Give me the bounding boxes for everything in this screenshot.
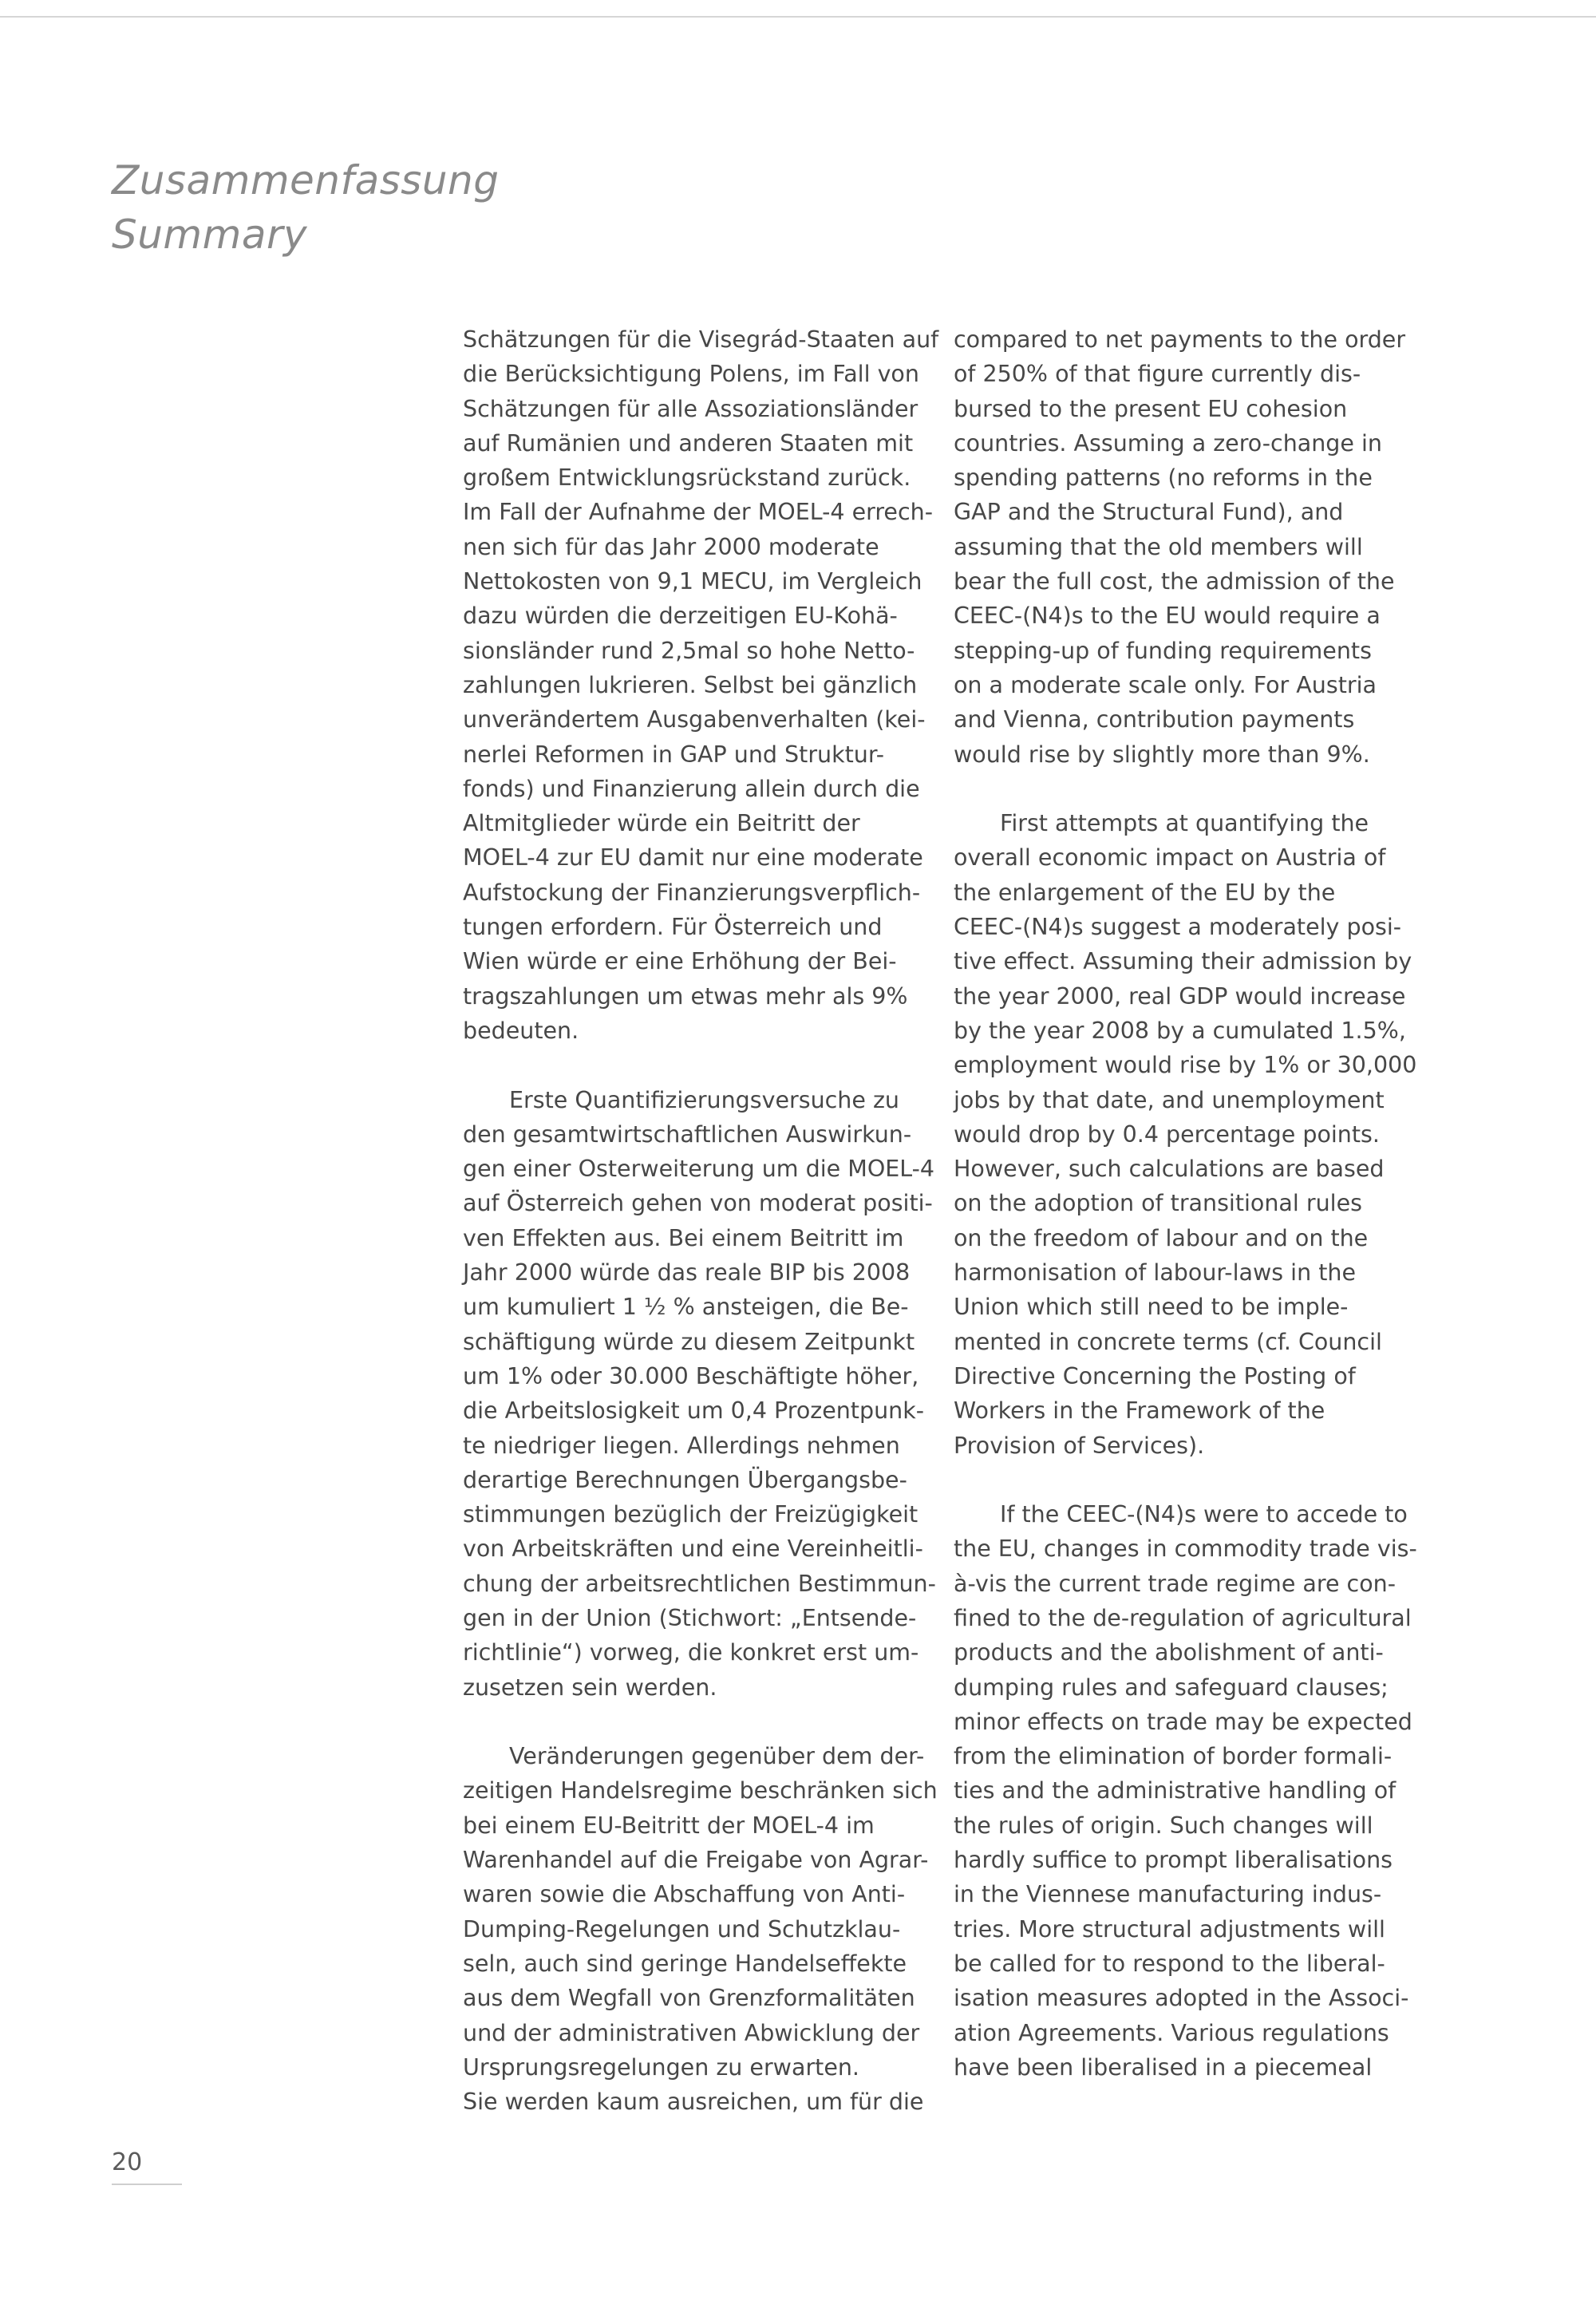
- text-line: gen einer Osterweiterung um die MOEL-4: [463, 1156, 935, 1183]
- top-rule: [0, 16, 1596, 18]
- paragraph-gap: [463, 1705, 982, 1739]
- text-line: nerlei Reformen in GAP und Struktur-: [463, 741, 885, 768]
- text-line: would rise by slightly more than 9%.: [954, 741, 1370, 768]
- text-line: fonds) und Finanzierung allein durch die: [463, 775, 920, 802]
- text-line: bedeuten.: [463, 1017, 579, 1044]
- text-line: have been liberalised in a piecemeal: [954, 2053, 1373, 2081]
- text-line: Warenhandel auf die Freigabe von Agrar-: [463, 1847, 929, 1874]
- text-line: and Vienna, contribution payments: [954, 706, 1355, 733]
- text-line: waren sowie die Abschaffung von Anti-: [463, 1881, 906, 1908]
- english-text-column: [954, 322, 1472, 2085]
- text-line: Workers in the Framework of the: [954, 1397, 1325, 1425]
- text-line: the rules of origin. Such changes will: [954, 1812, 1373, 1839]
- text-line: te niedriger liegen. Allerdings nehmen: [463, 1432, 900, 1459]
- text-line: tungen erfordern. Für Österreich und: [463, 914, 883, 941]
- text-line: CEEC-(N4)s to the EU would require a: [954, 603, 1381, 630]
- paragraph: [463, 1083, 982, 1705]
- text-line: on the freedom of labour and on the: [954, 1224, 1369, 1251]
- text-line: unverändertem Ausgabenverhalten (kei-: [463, 706, 926, 733]
- text-line: bei einem EU-Beitritt der MOEL-4 im: [463, 1812, 875, 1839]
- text-line: First attempts at quantifying the: [1000, 810, 1369, 837]
- text-line: by the year 2008 by a cumulated 1.5%,: [954, 1017, 1406, 1044]
- paragraph-gap: [954, 1463, 1472, 1497]
- text-line: dumping rules and safeguard clauses;: [954, 1674, 1389, 1701]
- text-line: Schätzungen für alle Assoziationsländer: [463, 395, 918, 422]
- section-title: [112, 153, 499, 262]
- text-line: um 1% oder 30.000 Beschäftigte höher,: [463, 1362, 919, 1389]
- text-line: aus dem Wegfall von Grenzformalitäten: [463, 1985, 915, 2012]
- text-line: gen in der Union (Stichwort: „Entsende-: [463, 1604, 917, 1631]
- text-line: compared to net payments to the order: [954, 326, 1406, 353]
- text-line: If the CEEC-(N4)s were to accede to: [1000, 1501, 1408, 1528]
- text-line: products and the abolishment of anti-: [954, 1639, 1384, 1666]
- text-line: tries. More structural adjustments will: [954, 1915, 1385, 1943]
- text-line: chung der arbeitsrechtlichen Bestimmun-: [463, 1570, 936, 1597]
- paragraph-gap: [463, 1048, 982, 1082]
- paragraph: [463, 322, 982, 1048]
- text-line: Erste Quantifizierungsversuche zu: [509, 1086, 899, 1113]
- text-line: bursed to the present EU cohesion: [954, 395, 1348, 422]
- text-line: mented in concrete terms (cf. Council: [954, 1328, 1382, 1355]
- text-line: Dumping-Regelungen und Schutzklau-: [463, 1915, 901, 1943]
- text-line: stepping-up of funding requirements: [954, 637, 1372, 664]
- text-line: Union which still need to be imple-: [954, 1294, 1349, 1321]
- text-line: hardly suffice to prompt liberalisations: [954, 1847, 1393, 1874]
- text-line: von Arbeitskräften und eine Vereinheitli-: [463, 1535, 923, 1563]
- text-line: Sie werden kaum ausreichen, um für die: [463, 2089, 924, 2116]
- text-line: fined to the de-regulation of agricultural: [954, 1604, 1412, 1631]
- paragraph: [463, 1739, 982, 2119]
- text-line: CEEC-(N4)s suggest a moderately posi-: [954, 914, 1402, 941]
- text-line: seln, auch sind geringe Handelseffekte: [463, 1950, 907, 1977]
- text-line: minor effects on trade may be expected: [954, 1708, 1412, 1735]
- text-line: on a moderate scale only. For Austria: [954, 671, 1377, 698]
- text-line: schäftigung würde zu diesem Zeitpunkt: [463, 1328, 915, 1355]
- text-line: ation Agreements. Various regulations: [954, 2019, 1389, 2046]
- text-line: Nettokosten von 9,1 MECU, im Vergleich: [463, 568, 922, 595]
- text-line: harmonisation of labour-laws in the: [954, 1259, 1356, 1286]
- paragraph: [954, 806, 1472, 1463]
- paragraph: [954, 322, 1472, 772]
- text-line: Ursprungsregelungen zu erwarten.: [463, 2053, 859, 2081]
- text-line: zusetzen sein werden.: [463, 1674, 717, 1701]
- title-english: Summary: [112, 211, 308, 258]
- text-line: from the elimination of border formali-: [954, 1743, 1393, 1770]
- text-line: on the adoption of transitional rules: [954, 1190, 1362, 1217]
- text-line: GAP and the Structural Fund), and: [954, 499, 1344, 526]
- text-line: die Arbeitslosigkeit um 0,4 Prozentpunk-: [463, 1397, 924, 1425]
- text-line: ven Effekten aus. Bei einem Beitritt im: [463, 1224, 904, 1251]
- text-line: Provision of Services).: [954, 1432, 1205, 1459]
- text-line: großem Entwicklungsrückstand zurück.: [463, 464, 911, 492]
- paragraph-gap: [954, 772, 1472, 806]
- text-line: jobs by that date, and unemployment: [954, 1086, 1385, 1113]
- text-line: um kumuliert 1 ½ % ansteigen, die Be-: [463, 1294, 909, 1321]
- text-line: Aufstockung der Finanzierungsverpflich-: [463, 879, 921, 906]
- text-line: of 250% of that figure currently dis-: [954, 361, 1361, 388]
- text-line: be called for to respond to the liberal-: [954, 1950, 1385, 1977]
- page-number-rule: [112, 2184, 182, 2185]
- text-line: derartige Berechnungen Übergangsbe-: [463, 1466, 907, 1493]
- text-line: sionsländer rund 2,5mal so hohe Netto-: [463, 637, 915, 664]
- text-line: zeitigen Handelsregime beschränken sich: [463, 1777, 938, 1804]
- text-line: Veränderungen gegenüber dem der-: [509, 1743, 925, 1770]
- text-line: richtlinie“) vorweg, die konkret erst um-: [463, 1639, 919, 1666]
- text-line: overall economic impact on Austria of: [954, 844, 1386, 871]
- text-line: MOEL-4 zur EU damit nur eine moderate: [463, 844, 923, 871]
- text-line: zahlungen lukrieren. Selbst bei gänzlich: [463, 671, 918, 698]
- text-line: stimmungen bezüglich der Freizügigkeit: [463, 1501, 918, 1528]
- page-number: 20: [112, 2148, 143, 2176]
- text-line: in the Viennese manufacturing indus-: [954, 1881, 1382, 1908]
- text-line: Im Fall der Aufnahme der MOEL-4 errech-: [463, 499, 933, 526]
- text-line: However, such calculations are based: [954, 1156, 1385, 1183]
- text-line: would drop by 0.4 percentage points.: [954, 1120, 1380, 1148]
- text-line: the year 2000, real GDP would increase: [954, 982, 1406, 1010]
- text-line: nen sich für das Jahr 2000 moderate: [463, 533, 879, 560]
- text-line: auf Österreich gehen von moderat positi-: [463, 1190, 933, 1217]
- text-line: die Berücksichtigung Polens, im Fall von: [463, 361, 919, 388]
- text-line: employment would rise by 1% or 30,000: [954, 1052, 1417, 1079]
- text-line: countries. Assuming a zero-change in: [954, 429, 1382, 456]
- paragraph: [954, 1497, 1472, 2085]
- text-line: Altmitglieder würde ein Beitritt der: [463, 810, 860, 837]
- text-line: tragszahlungen um etwas mehr als 9%: [463, 982, 908, 1010]
- text-line: bear the full cost, the admission of the: [954, 568, 1395, 595]
- text-line: tive effect. Assuming their admission by: [954, 948, 1412, 975]
- text-line: assuming that the old members will: [954, 533, 1363, 560]
- text-line: auf Rumänien und anderen Staaten mit: [463, 429, 914, 456]
- text-line: Jahr 2000 würde das reale BIP bis 2008: [463, 1259, 911, 1286]
- text-line: Wien würde er eine Erhöhung der Bei-: [463, 948, 897, 975]
- text-line: und der administrativen Abwicklung der: [463, 2019, 920, 2046]
- text-line: the enlargement of the EU by the: [954, 879, 1336, 906]
- text-line: isation measures adopted in the Associ-: [954, 1985, 1409, 2012]
- title-german: Zusammenfassung: [112, 157, 500, 204]
- text-line: à-vis the current trade regime are con-: [954, 1570, 1396, 1597]
- text-line: spending patterns (no reforms in the: [954, 464, 1373, 492]
- text-line: the EU, changes in commodity trade vis-: [954, 1535, 1417, 1563]
- text-line: den gesamtwirtschaftlichen Auswirkun-: [463, 1120, 912, 1148]
- german-text-column: [463, 322, 982, 2119]
- text-line: Schätzungen für die Visegrád-Staaten auf: [463, 326, 939, 353]
- text-line: Directive Concerning the Posting of: [954, 1362, 1356, 1389]
- text-line: ties and the administrative handling of: [954, 1777, 1396, 1804]
- text-line: dazu würden die derzeitigen EU-Kohä-: [463, 603, 898, 630]
